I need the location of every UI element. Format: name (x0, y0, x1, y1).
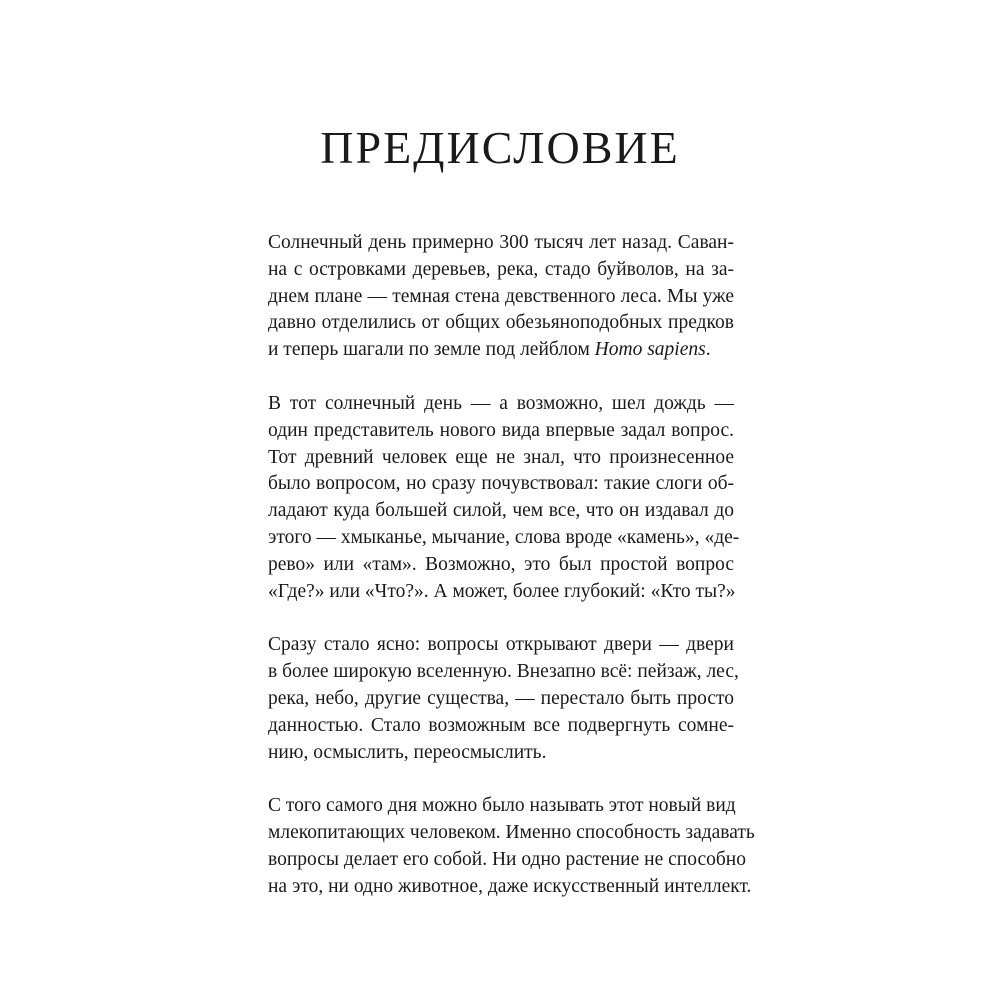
text-line: на с островками деревьев, река, стадо буйволов, на за- (268, 258, 734, 280)
text-line: данностью. Стало возможным все подвергнуть сомне- (268, 714, 734, 736)
text-line: Сразу стало ясно: вопросы открывают двери — двери (268, 634, 734, 656)
text-line: Тот древний человек еще не знал, что произнесенное (268, 446, 734, 468)
text-line: река, небо, другие существа, — перестало быть просто (268, 687, 734, 709)
text-line: на это, ни одно животное, даже искусственный интеллект. (268, 875, 752, 897)
text-line: вопросы делает его собой. Ни одно растение не способно (268, 848, 746, 870)
text-line: было вопросом, но сразу почувствовал: такие слоги об- (268, 473, 734, 495)
italic-term: Homo sapiens (594, 339, 706, 361)
text-line: днем плане — темная стена девственного леса. Мы уже (268, 285, 734, 307)
text-line: ладают куда большей силой, чем все, что он издавал до (268, 500, 734, 522)
text-line: В тот солнечный день — а возможно, шел дождь — (268, 392, 734, 414)
body-text (268, 230, 755, 901)
text-line: С того самого дня можно было называть этот новый вид (268, 795, 736, 817)
text-fragment: и теперь шагали по земле под лейблом (268, 339, 595, 361)
text-line: этого — хмыканье, мычание, слова вроде «камень», «де- (268, 526, 740, 548)
paragraph-4 (268, 793, 755, 900)
text-line: в более широкую вселенную. Внезапно всё: пейзаж, лес, (268, 661, 739, 683)
text-line: давно отделились от общих обезьяноподобных предков (268, 312, 734, 334)
page-title: ПРЕДИСЛОВИЕ (320, 122, 680, 173)
text-line: «Где?» или «Что?». А может, более глубокий: «Кто ты?» (268, 580, 736, 602)
paragraph-1 (268, 230, 734, 364)
text-line: млекопитающих человеком. Именно способность задавать (268, 822, 755, 844)
paragraph-2 (268, 391, 740, 605)
text-line: Солнечный день примерно 300 тысяч лет назад. Саван- (268, 232, 734, 253)
text-line: один представитель нового вида впервые задал вопрос. (268, 419, 734, 441)
text-line (268, 337, 734, 364)
paragraph-3 (268, 632, 739, 766)
text-line: рево» или «там». Возможно, это был простой вопрос (268, 553, 734, 575)
text-line: нию, осмыслить, переосмыслить. (268, 741, 547, 763)
text-fragment: . (705, 339, 711, 361)
